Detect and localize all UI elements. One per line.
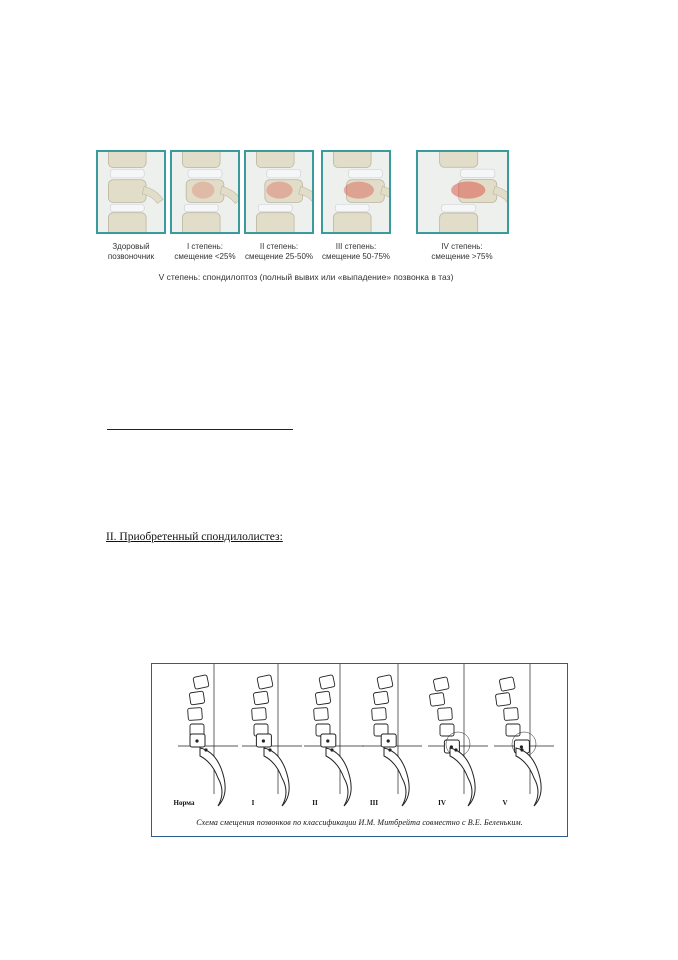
- upper-vertebra: [182, 152, 220, 167]
- scheme-spine-3: [362, 664, 422, 806]
- scheme-label-norm: Норма: [173, 799, 195, 807]
- vertebra: [189, 691, 205, 705]
- vertebra: [506, 724, 520, 736]
- vertebra-center-point: [326, 739, 329, 742]
- vertebra: [377, 675, 393, 690]
- lower-vertebra: [440, 213, 478, 232]
- facet-process: [142, 186, 163, 203]
- disc: [442, 204, 476, 212]
- vertebra: [188, 708, 203, 721]
- inflammation-highlight: [344, 182, 374, 199]
- upper-vertebra: [256, 152, 294, 167]
- disc: [258, 204, 292, 212]
- spondylolisthesis-grades-figure: [96, 150, 516, 290]
- scheme-drawing: [152, 664, 567, 836]
- grade-caption-healthy: Здоровый позвоночник: [107, 242, 155, 261]
- scheme-spine-0: [178, 664, 238, 806]
- disc: [110, 169, 144, 177]
- vertebra: [429, 692, 445, 706]
- inflammation-highlight: [266, 182, 292, 199]
- upper-vertebra: [108, 152, 146, 167]
- lower-vertebra: [333, 213, 371, 232]
- sacrum: [326, 748, 351, 806]
- grade-caption-3: III степень: смещение 50-75%: [321, 242, 391, 261]
- scheme-spine-5: [494, 664, 554, 806]
- slipped-vertebra: [108, 180, 146, 203]
- grade-panel-3: [321, 150, 391, 234]
- inflammation-highlight: [451, 182, 485, 199]
- vertebra: [314, 708, 329, 721]
- vertebra: [504, 708, 519, 721]
- section-heading: II. Приобретенный спондилолистез:: [106, 531, 283, 543]
- sacrum-point: [204, 748, 207, 751]
- disc: [184, 204, 218, 212]
- vertebra-center-point: [520, 745, 523, 748]
- grade-caption-1: I степень: смещение <25%: [174, 242, 236, 261]
- meyerding-scheme-figure: [151, 663, 568, 837]
- scheme-label-1: I: [251, 799, 255, 807]
- scheme-spine-4: [428, 664, 488, 806]
- lower-vertebra: [256, 213, 294, 232]
- sacrum-point: [268, 748, 271, 751]
- grade-panel-1: [170, 150, 240, 234]
- vertebra: [252, 708, 267, 721]
- sacrum: [516, 748, 541, 806]
- sacrum-point: [330, 748, 333, 751]
- grade-panel-2: [244, 150, 314, 234]
- disc: [110, 204, 144, 212]
- grade-caption-4: IV степень: смещение >75%: [431, 242, 493, 261]
- vertebra: [193, 675, 209, 690]
- grade-panel-4: [416, 150, 509, 234]
- vertebra: [499, 677, 515, 692]
- scheme-caption: Схема смещения позвонков по классификации И.М. Митбрейта совместно с В.Е. Беленьким.: [196, 818, 523, 827]
- vertebra: [438, 708, 453, 721]
- upper-vertebra: [440, 152, 478, 167]
- scheme-spine-1: [242, 664, 302, 806]
- disc: [335, 204, 369, 212]
- footnote-rule: [107, 429, 293, 430]
- disc: [267, 169, 301, 177]
- vertebra: [315, 691, 331, 705]
- sacrum: [200, 748, 225, 806]
- vertebra: [257, 675, 273, 690]
- disc: [348, 169, 382, 177]
- vertebra: [372, 708, 387, 721]
- vertebra-center-point: [262, 739, 265, 742]
- vertebra: [440, 724, 454, 736]
- lower-vertebra: [108, 213, 146, 232]
- scheme-label-3: III: [369, 799, 379, 807]
- vertebra-center-point: [195, 739, 198, 742]
- sacrum-point: [520, 748, 523, 751]
- scheme-label-2: II: [312, 799, 318, 807]
- sacrum: [384, 748, 409, 806]
- vertebra: [433, 677, 449, 692]
- lower-vertebra: [182, 213, 220, 232]
- vertebra: [495, 692, 511, 706]
- inflammation-highlight: [192, 182, 215, 199]
- grade-5-caption: V степень: спондилоптоз (полный вывих или «выпадение» позвонка в таз): [158, 272, 454, 282]
- vertebra-center-point: [387, 739, 390, 742]
- grade-panel-healthy: [96, 150, 166, 234]
- vertebra: [253, 691, 269, 705]
- sacrum: [264, 748, 289, 806]
- sacrum-point: [388, 748, 391, 751]
- disc: [188, 169, 222, 177]
- scheme-label-4: IV: [438, 799, 446, 807]
- scheme-label-5: V: [502, 799, 508, 807]
- vertebra: [373, 691, 389, 705]
- sacrum-point: [454, 748, 457, 751]
- scheme-spine-2: [304, 664, 364, 806]
- sacrum: [450, 748, 475, 806]
- upper-vertebra: [333, 152, 371, 167]
- disc: [461, 169, 495, 178]
- grade-caption-2: II степень: смещение 25-50%: [244, 242, 314, 261]
- vertebra: [319, 675, 335, 690]
